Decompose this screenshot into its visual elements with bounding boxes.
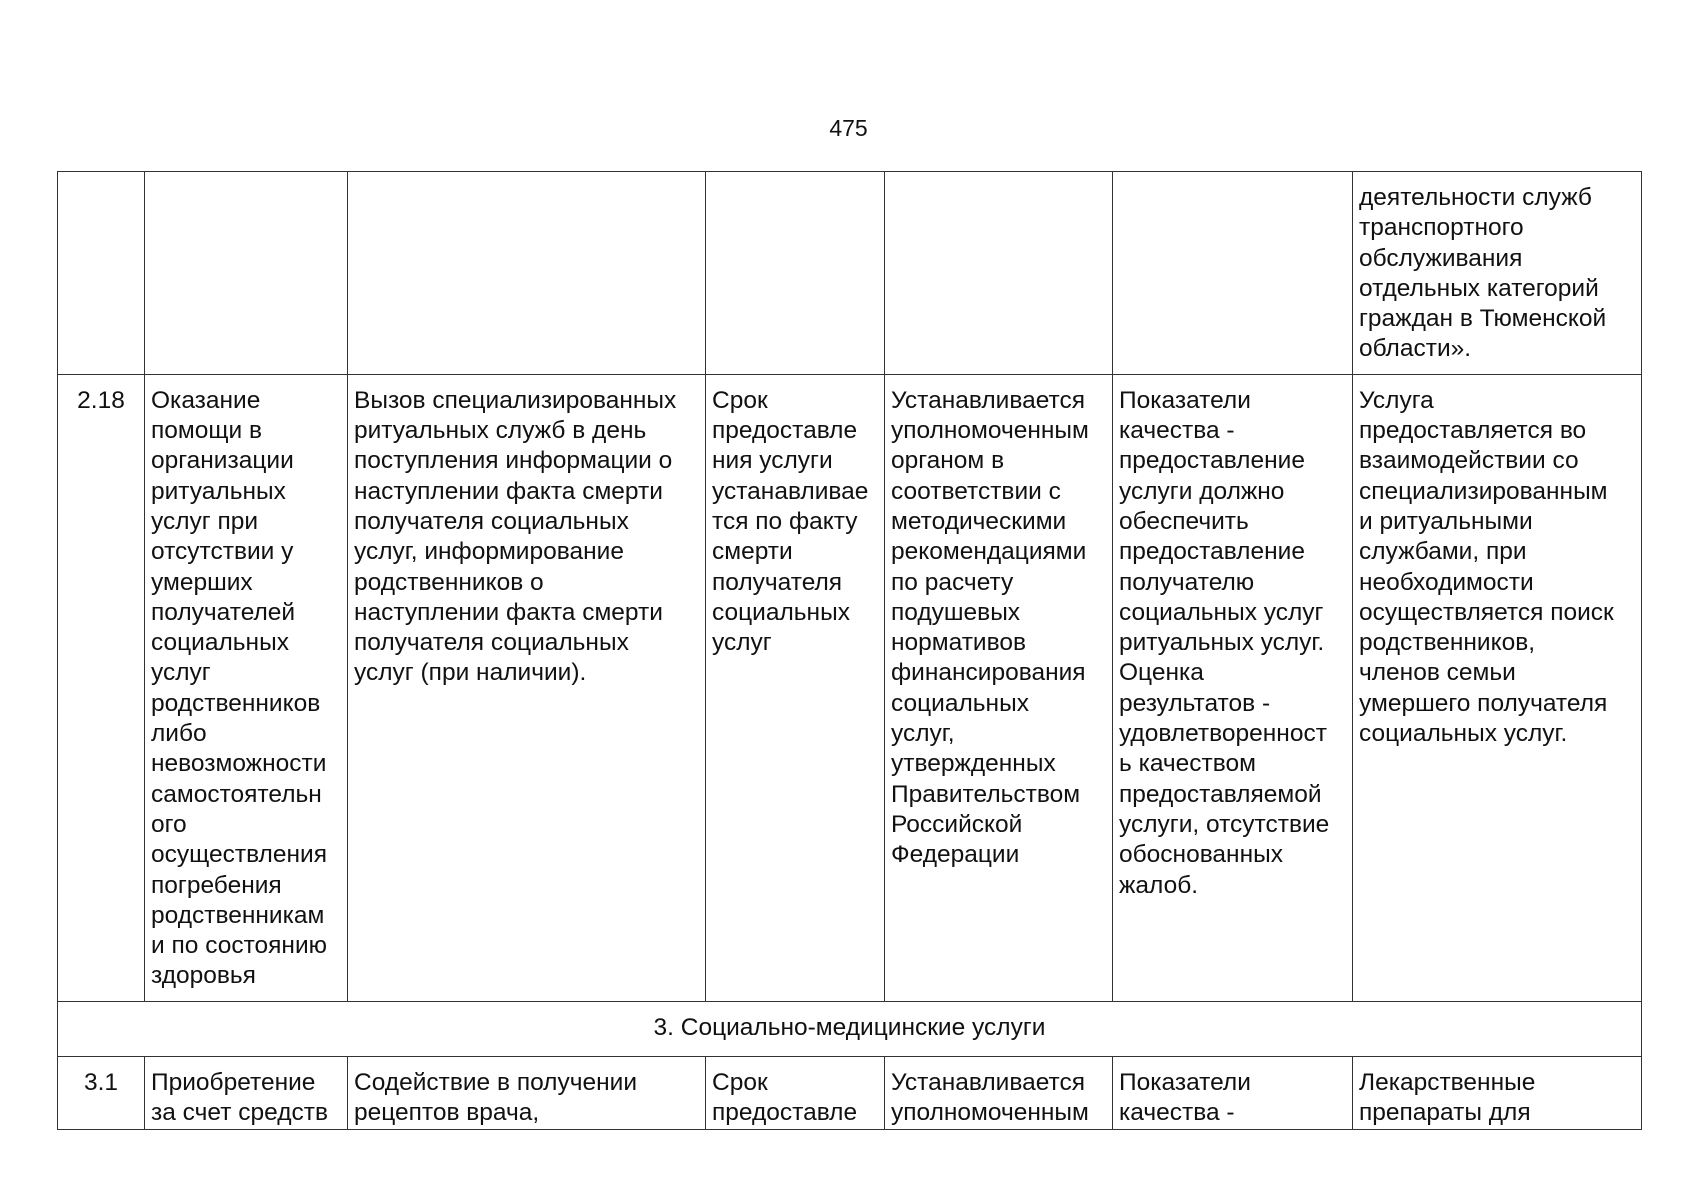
service-description: Вызов специализированных ритуальных служб в день поступления информации о наступлении факта смерти получателя социальных услуг, информирование родственников о наступлении факта смерти получателя социальных услуг (при наличии). <box>348 374 706 1001</box>
service-conditions: деятельности служб транспортного обслуживания отдельных категорий граждан в Тюменской области». <box>1353 172 1642 375</box>
row-number: 3.1 <box>58 1057 145 1130</box>
service-norm: Устанавливается уполномоченным <box>885 1057 1113 1130</box>
service-term: Срок предоставле <box>706 1057 885 1130</box>
service-conditions: Лекарственные препараты для <box>1353 1057 1642 1130</box>
service-norm <box>885 172 1113 375</box>
service-term <box>706 172 885 375</box>
services-table <box>57 171 1642 1130</box>
table-row <box>58 172 1642 375</box>
service-name: Оказание помощи в организации ритуальных услуг при отсутствии у умерших получателей социальных услуг родственников либо невозможности самостоятельн ого осуществления погребения родственникам и по состоянию здоровья <box>145 374 348 1001</box>
service-conditions: Услуга предоставляется во взаимодействии со специализированным и ритуальными службами, при необходимости осуществляется поиск родственников, членов семьи умершего получателя социальных услуг. <box>1353 374 1642 1001</box>
row-number <box>58 172 145 375</box>
service-quality: Показатели качества - <box>1113 1057 1353 1130</box>
service-description <box>348 172 706 375</box>
section-heading: 3. Социально-медицинские услуги <box>58 1001 1642 1056</box>
service-name: Приобретение за счет средств <box>145 1057 348 1130</box>
page-number: 475 <box>829 115 868 141</box>
service-term: Срок предоставле ния услуги устанавливае тся по факту смерти получателя социальных услуг <box>706 374 885 1001</box>
service-name <box>145 172 348 375</box>
row-number: 2.18 <box>58 374 145 1001</box>
section-row <box>58 1001 1642 1056</box>
service-quality: Показатели качества - предоставление услуги должно обеспечить предоставление получателю социальных услуг ритуальных услуг. Оценка результатов - удовлетворенност ь качеством предоставляемой услуги, отсутствие обоснованных жалоб. <box>1113 374 1353 1001</box>
table-row <box>58 374 1642 1001</box>
service-quality <box>1113 172 1353 375</box>
service-description: Содействие в получении рецептов врача, <box>348 1057 706 1130</box>
table-row <box>58 1057 1642 1130</box>
service-norm: Устанавливается уполномоченным органом в соответствии с методическими рекомендациями по расчету подушевых нормативов финансирования социальных услуг, утвержденных Правительством Российской Федерации <box>885 374 1113 1001</box>
